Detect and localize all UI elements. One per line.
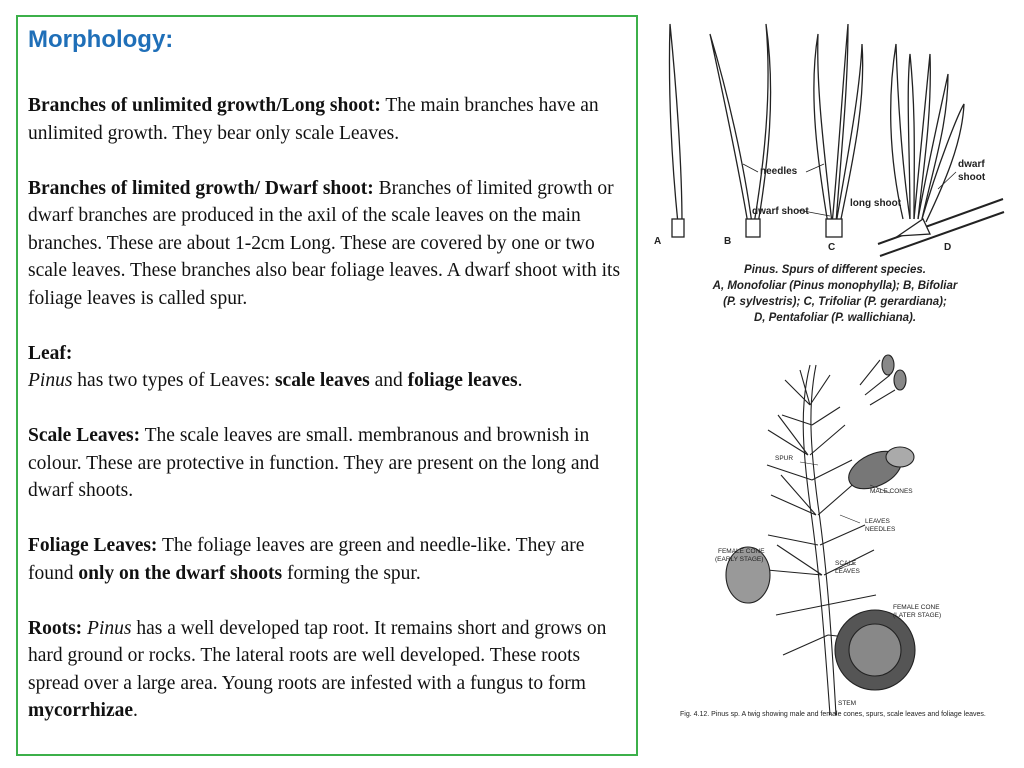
paragraph-long-shoot — [28, 92, 628, 147]
label-scale-1: SCALE — [835, 560, 857, 567]
label-leaves: LEAVES — [865, 518, 890, 525]
label-needles-bot: NEEDLES — [865, 526, 896, 533]
page-title: Morphology: — [28, 26, 174, 53]
caption-line-1: Pinus. Spurs of different species. — [744, 264, 926, 276]
label-female-later-1: FEMALE CONE — [893, 604, 940, 611]
term-long-shoot: Branches of unlimited growth/Long shoot: — [28, 95, 381, 116]
label-b: B — [724, 236, 732, 247]
term-leaf: Leaf: — [28, 342, 73, 364]
spurs-caption — [660, 262, 1010, 326]
term-roots: Roots: — [28, 617, 83, 639]
needle-a — [669, 24, 682, 224]
term-foliage-leaves-heading: Foliage Leaves: — [28, 535, 158, 556]
text-leaf-a: has two types of Leaves: — [72, 370, 275, 391]
label-shoot: shoot — [958, 172, 986, 183]
genus-pinus: Pinus — [28, 370, 73, 391]
label-male-cones: MALE CONES — [870, 488, 913, 495]
text-scale-leaves: The scale leaves are small. membranous and brownish in colour. These are protective in function. They are present on the long and dwarf shoots. — [28, 425, 600, 501]
label-long-shoot: long shoot — [850, 198, 902, 209]
label-scale-2: LEAVES — [835, 568, 860, 575]
text-roots-b: . — [133, 700, 138, 721]
text-foliage-a: The foliage leaves are green and needle-like. They are found — [28, 535, 585, 584]
label-female-early-1: FEMALE CONE — [718, 548, 765, 555]
paragraph-foliage-leaves — [28, 532, 628, 587]
paragraph-dwarf-shoot — [28, 175, 628, 313]
term-mycorrhizae: mycorrhizae — [28, 700, 134, 721]
label-needles: needles — [760, 166, 798, 177]
text-dwarf-shoot: Branches of limited growth or dwarf branches are produced in the axil of the scale leaves on the main branches. These are about 1-2cm Long. These are covered by one or two scale leaves. These branches also bear foliage leaves. A dwarf shoot with its foliage leaves is called spur. — [28, 177, 621, 309]
text-long-shoot: The main branches have an unlimited growth. They bear only scale Leaves. — [28, 95, 599, 144]
label-female-later-2: (LATER STAGE) — [893, 612, 942, 619]
caption-line-3: (P. sylvestris); C, Trifoliar (P. gerardiana); — [723, 296, 947, 308]
stem — [803, 365, 830, 715]
text-roots-a: has a well developed tap root. It remains short and grows on hard ground or rocks. The lateral roots are well developed. These roots spread over a large area. Young roots are infested with a fungus to form — [28, 617, 607, 694]
text-leaf-c: . — [517, 370, 523, 391]
label-dwarf: dwarf — [958, 159, 985, 170]
term-dwarf-shoot: Branches of limited growth/ Dwarf shoot: — [28, 177, 374, 199]
label-dwarf-shoot: dwarf shoot — [752, 206, 809, 217]
paragraph-scale-leaves — [28, 422, 628, 505]
needle-b1 — [710, 34, 752, 224]
term-scale-leaves: scale leaves — [274, 370, 370, 391]
caption-line-2: A, Monofoliar (Pinus monophylla); B, Bifoliar — [712, 280, 958, 292]
label-a: A — [654, 236, 662, 247]
label-d: D — [944, 242, 952, 253]
body-text — [28, 92, 628, 752]
term-scale-leaves-heading: Scale Leaves: — [28, 425, 141, 446]
genus-pinus-roots: Pinus — [87, 617, 132, 639]
label-female-early-2: (EARLY STAGE) — [715, 556, 764, 563]
text-foliage-b: forming the spur. — [282, 562, 421, 584]
caption-line-4: D, Pentafoliar (P. wallichiana). — [753, 312, 917, 324]
paragraph-leaf — [28, 340, 628, 395]
twig-illustration — [660, 345, 1015, 730]
paragraph-roots — [28, 615, 628, 725]
label-stem: STEM — [838, 700, 857, 707]
label-spur: SPUR — [775, 455, 794, 462]
term-dwarf-only: only on the dwarf shoots — [78, 562, 283, 584]
term-foliage-leaves: foliage leaves — [407, 370, 518, 391]
needle-c1 — [814, 34, 832, 224]
text-leaf-b: and — [369, 370, 408, 391]
needle-b2 — [754, 24, 771, 224]
twig-caption: Fig. 4.12. Pinus sp. A twig showing male and female cones, spurs, scale leaves and foliage leaves. — [680, 711, 986, 718]
label-c: C — [828, 242, 836, 253]
